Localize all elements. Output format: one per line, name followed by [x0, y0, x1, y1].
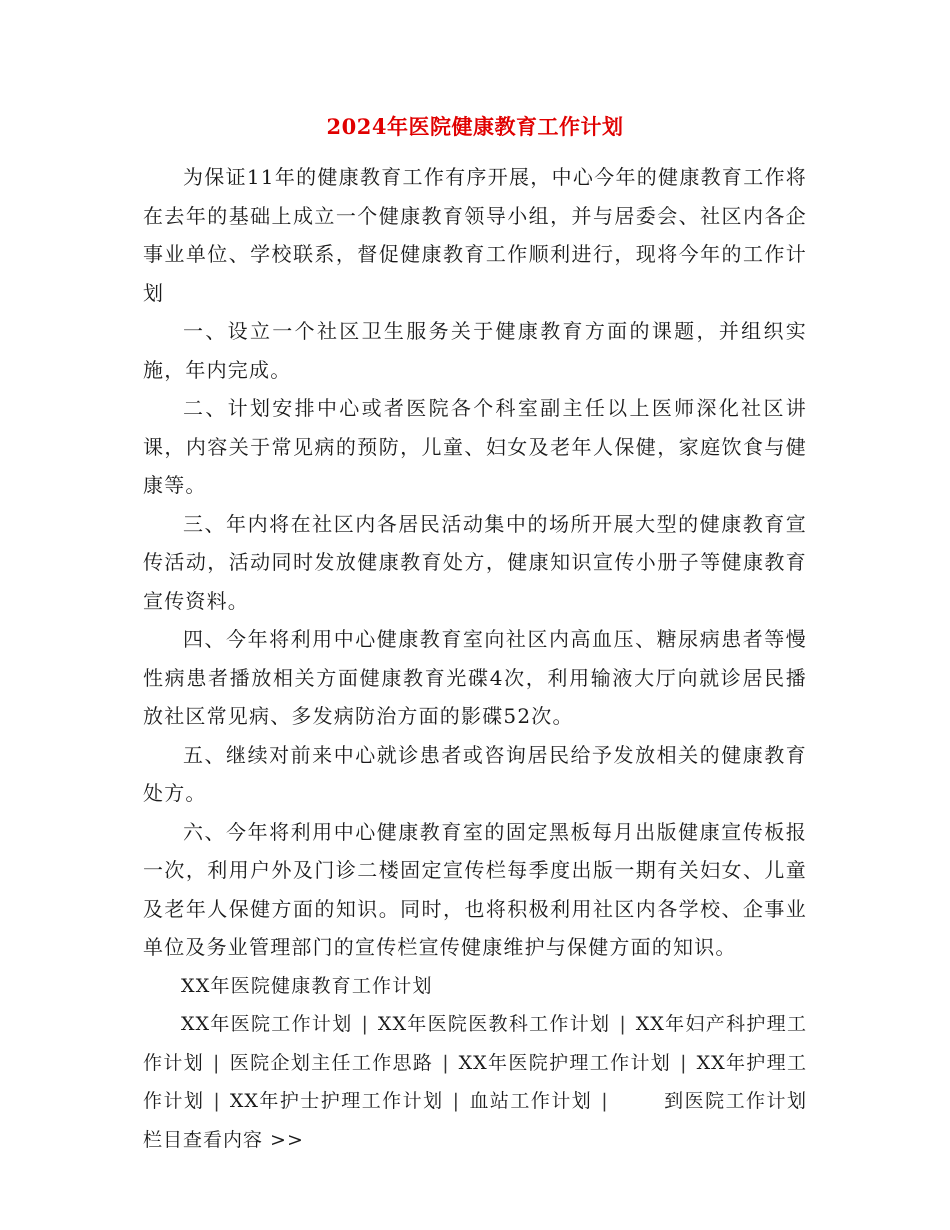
item-5-paragraph: 五、继续对前来中心就诊患者或咨询居民给予发放相关的健康教育处方。: [143, 742, 807, 805]
related-link[interactable]: XX年护理工作计划: [143, 1051, 807, 1112]
link-separator: |: [442, 1051, 450, 1074]
document-title: 2024年医院健康教育工作计划: [326, 114, 624, 139]
link-separator: |: [213, 1090, 221, 1112]
link-separator: |: [452, 1090, 460, 1112]
related-link[interactable]: XX年医院医教科工作计划: [377, 1013, 611, 1035]
related-link[interactable]: XX年护士护理工作计划: [229, 1090, 444, 1112]
related-link[interactable]: XX年妇产科护理工作计划: [143, 1013, 807, 1074]
item-2-paragraph: 二、计划安排中心或者医院各个科室副主任以上医师深化社区讲课，内容关于常见病的预防，儿童、妇女及老年人保健，家庭饮食与健康等。: [143, 396, 807, 497]
more-suffix: 栏目查看内容 >>: [143, 1128, 304, 1151]
link-separator: |: [213, 1051, 221, 1074]
link-separator: |: [619, 1013, 627, 1035]
item-3-paragraph: 三、年内将在社区内各居民活动集中的场所开展大型的健康教育宣传活动，活动同时发放健康教育处方，健康知识宣传小册子等健康教育宣传资料。: [143, 511, 807, 613]
more-prefix: 到: [663, 1090, 685, 1112]
related-links: [143, 1005, 807, 1159]
document-page: [143, 112, 807, 1159]
item-1-paragraph: 一、设立一个社区卫生服务关于健康教育方面的课题，并组织实施，年内完成。: [143, 319, 807, 382]
related-link[interactable]: 医院企划主任工作思路: [229, 1051, 434, 1074]
item-6-paragraph: 六、今年将利用中心健康教育室的固定黑板每月出版健康宣传板报一次，利用户外及门诊二楼固定宣传栏每季度出版一期有关妇女、儿童及老年人保健方面的知识。同时，也将积极利用社区内各学校、企事业单位及务业管理部门的宣传栏宣传健康维护与保健方面的知识。: [143, 819, 807, 959]
intro-paragraph: 为保证11年的健康教育工作有序开展，中心今年的健康教育工作将在去年的基础上成立一个健康教育领导小组，并与居委会、社区内各企事业单位、学校联系，督促健康教育工作顺利进行，现将今年的工作计划: [143, 165, 807, 305]
item-4-paragraph: 四、今年将利用中心健康教育室向社区内高血压、糖尿病患者等慢性病患者播放相关方面健康教育光碟4次，利用输液大厅向就诊居民播放社区常见病、多发病防治方面的影碟52次。: [143, 627, 807, 728]
related-link[interactable]: XX年医院工作计划: [181, 1013, 353, 1035]
link-separator: |: [361, 1013, 369, 1035]
related-link[interactable]: XX年医院护理工作计划: [458, 1051, 672, 1074]
related-link[interactable]: 血站工作计划: [468, 1090, 593, 1112]
link-separator: |: [680, 1051, 688, 1074]
link-separator: |: [601, 1090, 609, 1112]
related-title: XX年医院健康教育工作计划: [181, 974, 433, 997]
more-category-link[interactable]: 医院工作计划: [684, 1090, 807, 1112]
